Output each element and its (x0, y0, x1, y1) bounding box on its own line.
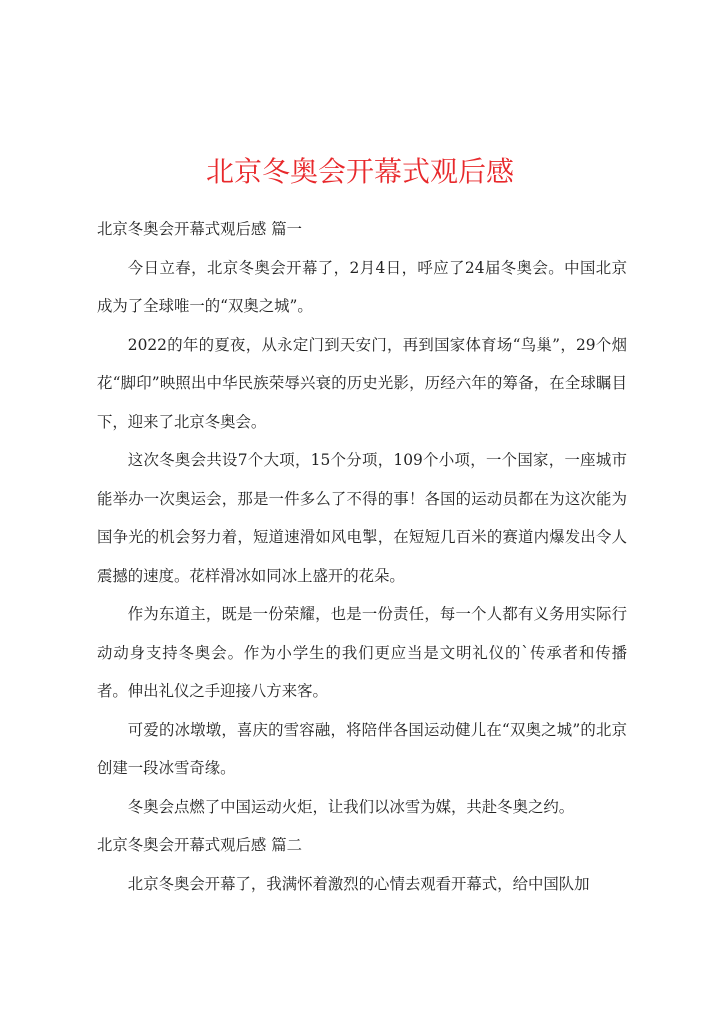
document-title: 北京冬奥会开幕式观后感 (205, 155, 514, 188)
document-body (97, 210, 627, 903)
paragraph: 冬奥会点燃了中国运动火炬，让我们以冰雪为媒，共赴冬奥之约。 (127, 797, 575, 816)
paragraph: 作为东道主，既是一份荣耀，也是一份责任，每一个人都有义务用实际行动动身支持冬奥会。作为小学生的我们更应当是文明礼仪的`传承者和传播者。伸出礼仪之手迎接八方来客。 (97, 605, 627, 700)
paragraph: 今日立春，北京冬奥会开幕了，2月4日，呼应了24届冬奥会。中国北京成为了全球唯一的“双奥之城”。 (97, 258, 627, 315)
section-heading: 北京冬奥会开幕式观后感 篇二 (97, 836, 302, 854)
paragraph: 可爱的冰墩墩，喜庆的雪容融，将陪伴各国运动健儿在“双奥之城”的北京创建一段冰雪奇缘。 (97, 720, 627, 777)
paragraph: 北京冬奥会开幕了，我满怀着激烈的心情去观看开幕式，给中国队加 (127, 874, 590, 893)
paragraph: 2022的年的夏夜，从永定门到天安门，再到国家体育场“鸟巢”，29个烟花“脚印”映照出中华民族荣辱兴衰的历史光影，历经六年的筹备，在全球瞩目下，迎来了北京冬奥会。 (97, 335, 627, 431)
paragraph: 这次冬奥会共设7个大项，15个分项，109个小项，一个国家，一座城市能举办一次奥运会，那是一件多么了不得的事！各国的运动员都在为这次能为国争光的机会努力着，短道速滑如风电掣，在短短几百米的赛道内爆发出令人震撼的速度。花样滑冰如同冰上盛开的花朵。 (97, 451, 627, 585)
section-heading: 北京冬奥会开幕式观后感 篇一 (97, 220, 302, 238)
